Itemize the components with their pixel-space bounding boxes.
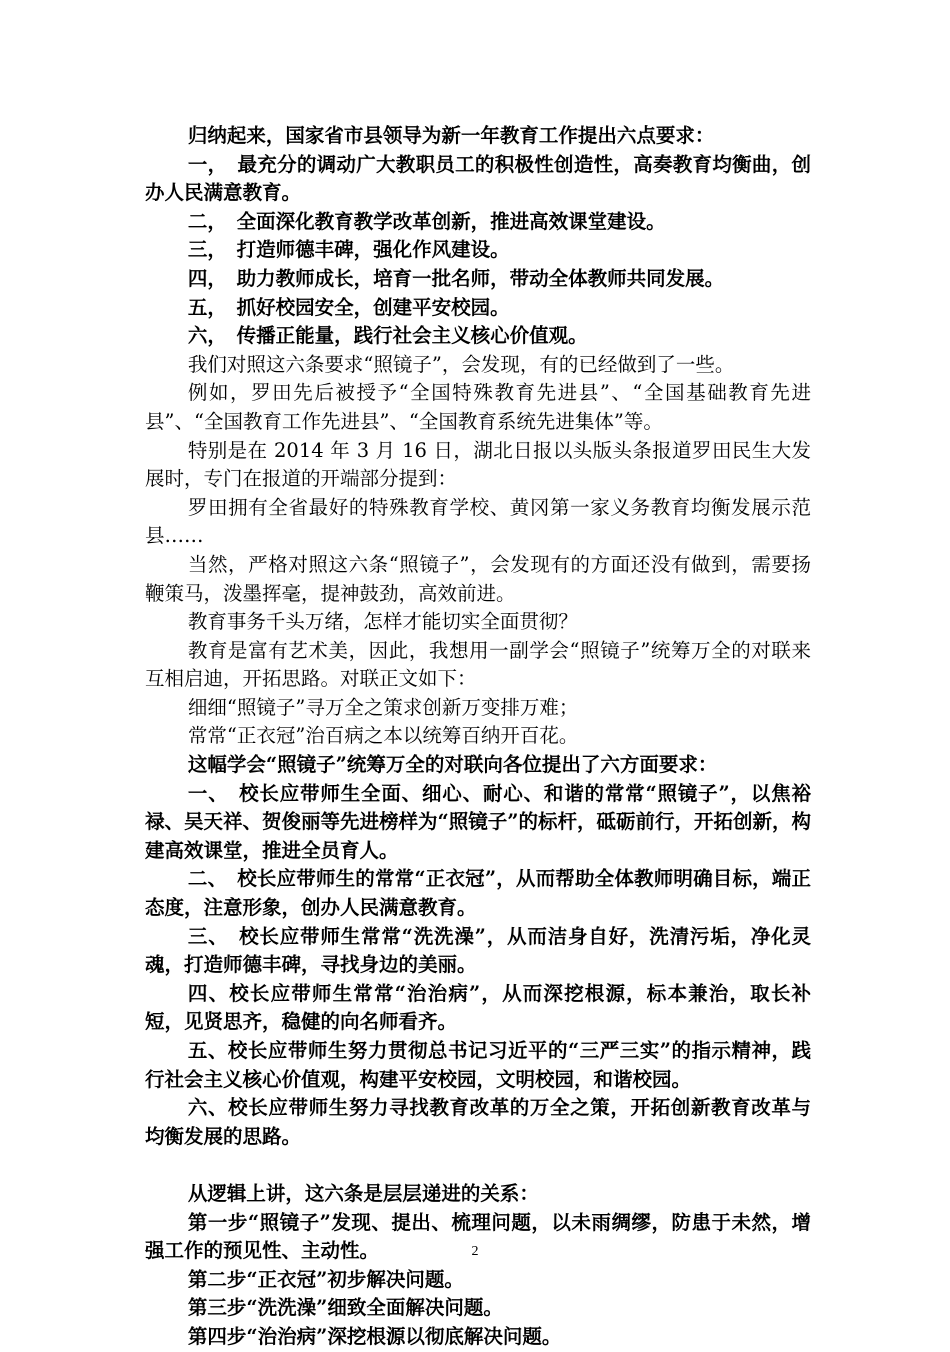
paragraph: 一， 最充分的调动广大教职员工的积极性创造性，高奏教育均衡曲，创办人民满意教育。: [145, 152, 811, 205]
paragraph: 一、 校长应带师生全面、细心、耐心、和谐的常常“照镜子”，以焦裕禄、吴天祥、贺俊丽等先进榜样为“照镜子”的标杆，砥砺前行，开拓创新，构建高效课堂，推进全员育人。: [145, 781, 811, 862]
paragraph: 教育是富有艺术美，因此，我想用一副学会“照镜子”统筹万全的对联来互相启迪，开拓思路。对联正文如下：: [145, 638, 811, 691]
paragraph: 第三步“洗洗澡”细致全面解决问题。: [187, 1296, 503, 1320]
paragraph: 二、 校长应带师生的常常“正衣冠”，从而帮助全体教师明确目标，端正态度，注意形象，创办人民满意教育。: [145, 867, 811, 920]
paragraph: 细细“照镜子”寻万全之策求创新万变排万难；: [187, 695, 579, 719]
paragraph: 归纳起来，国家省市县领导为新一年教育工作提出六点要求：: [187, 124, 715, 147]
paragraph: 第二步“正衣冠”初步解决问题。: [187, 1267, 464, 1291]
paragraph: 六、校长应带师生努力寻找教育改革的万全之策，开拓创新教育改革与均衡发展的思路。: [145, 1096, 811, 1148]
paragraph: 我们对照这六条要求“照镜子”，会发现，有的已经做到了一些。: [187, 352, 735, 376]
paragraph: 三， 打造师德丰碑，强化作风建设。: [187, 238, 510, 262]
blank-line: [145, 1151, 811, 1180]
paragraph: 四、校长应带师生常常“治治病”，从而深挖根源，标本兼治，取长补短，见贤思齐，稳健的向名师看齐。: [145, 981, 811, 1034]
paragraph: 从逻辑上讲，这六条是层层递进的关系：: [187, 1181, 539, 1205]
paragraph: 当然，严格对照这六条“照镜子”，会发现有的方面还没有做到，需要扬鞭策马，泼墨挥毫，提神鼓劲，高效前进。: [145, 552, 811, 605]
paragraph: 六， 传播正能量，践行社会主义核心价值观。: [187, 324, 588, 348]
page-number: 2: [471, 1244, 479, 1259]
paragraph: 三、 校长应带师生常常“洗洗澡”，从而洁身自好，洗清污垢，净化灵魂，打造师德丰碑，寻找身边的美丽。: [145, 924, 811, 977]
paragraph: 第一步“照镜子”发现、提出、梳理问题，以未雨绸缪，防患于未然，增强工作的预见性、主动性。: [145, 1210, 811, 1263]
paragraph: 教育事务千头万绪，怎样才能切实全面贯彻？: [187, 610, 578, 634]
paragraph: 第四步“治治病”深挖根源以彻底解决问题。: [187, 1324, 562, 1348]
paragraph: 常常“正衣冠”治百病之本以统筹百纳开百花。: [187, 724, 579, 748]
paragraph: 这幅学会“照镜子”统筹万全的对联向各位提出了六方面要求：: [187, 753, 718, 777]
paragraph: 特别是在 2014 年 3 月 16 日，湖北日报以头版头条报道罗田民生大发展时，专门在报道的开端部分提到：: [145, 438, 811, 491]
paragraph: 五， 抓好校园安全，创建平安校园。: [187, 295, 510, 319]
document-body: [145, 122, 811, 1352]
paragraph: 五、校长应带师生努力贯彻总书记习近平的“三严三实”的指示精神，践行社会主义核心价值观，构建平安校园，文明校园，和谐校园。: [145, 1039, 811, 1091]
paragraph: 罗田拥有全省最好的特殊教育学校、黄冈第一家义务教育均衡发展示范县……: [145, 495, 811, 548]
paragraph: 四， 助力教师成长，培育一批名师，带动全体教师共同发展。: [187, 266, 725, 290]
paragraph: 二， 全面深化教育教学改革创新，推进高效课堂建设。: [187, 209, 666, 233]
paragraph: 例如，罗田先后被授予“全国特殊教育先进县”、“全国基础教育先进县”、“全国教育工作先进县”、“全国教育系统先进集体”等。: [145, 381, 811, 433]
